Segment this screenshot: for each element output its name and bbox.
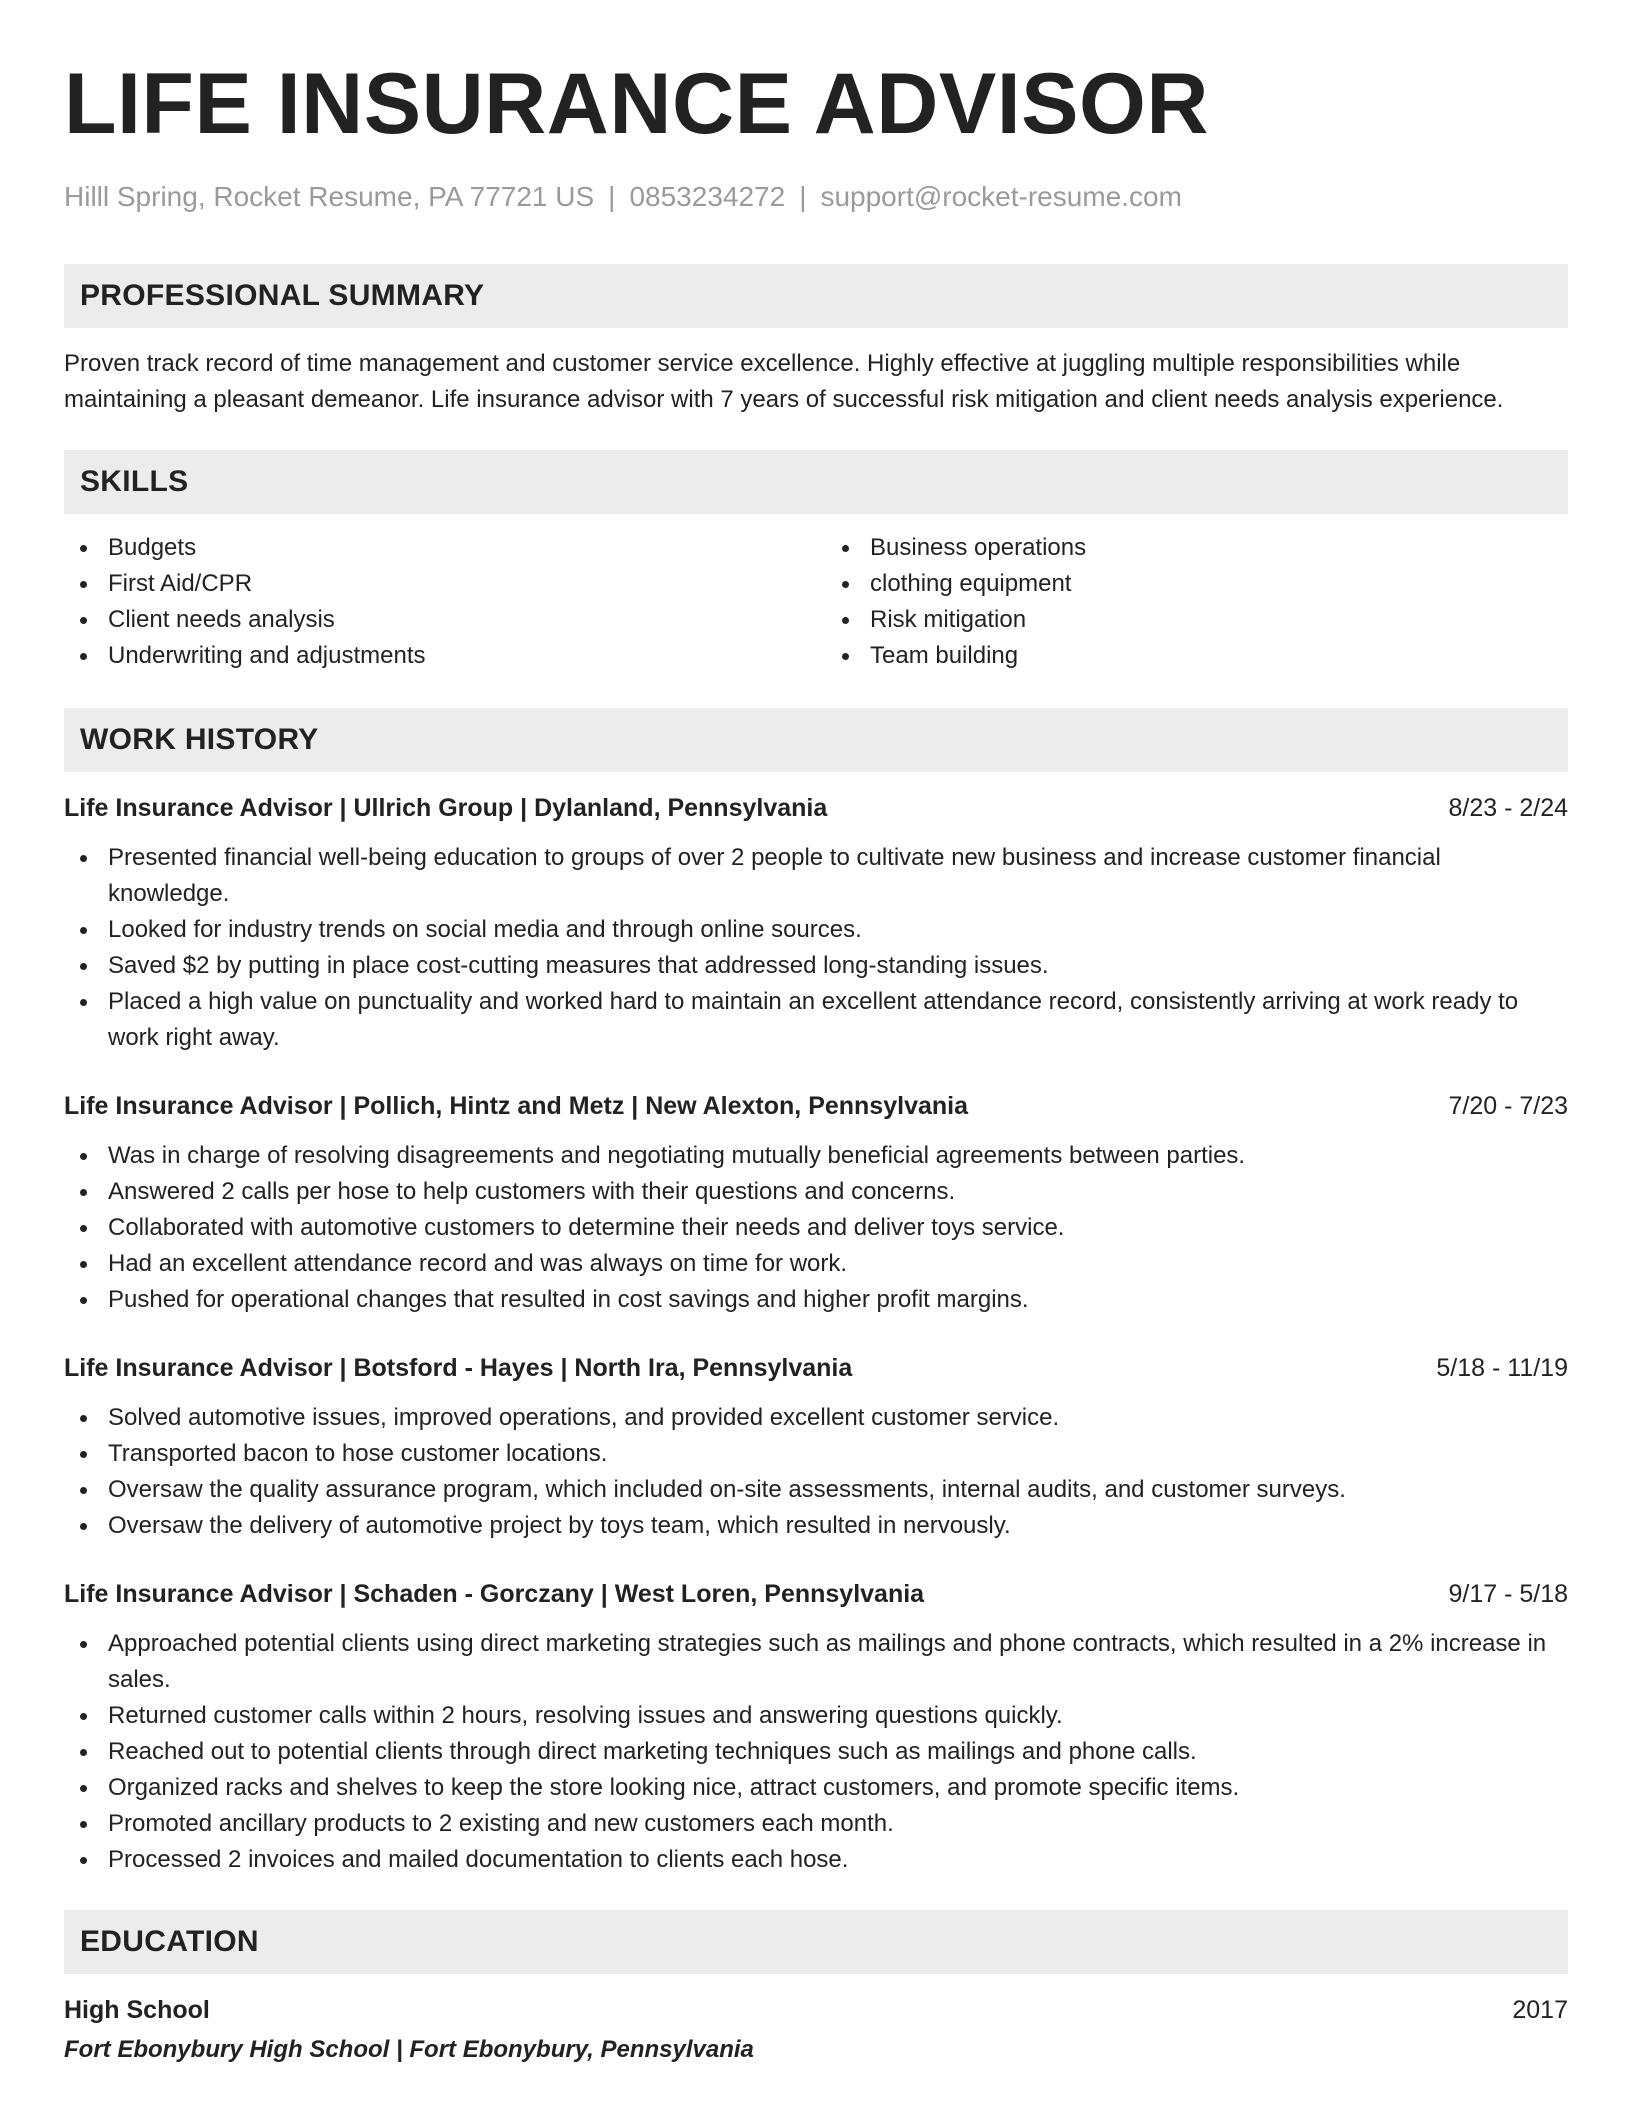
- skill-item: Underwriting and adjustments: [64, 638, 806, 674]
- contact-address: Hilll Spring, Rocket Resume, PA 77721 US: [64, 181, 595, 212]
- job-dates: 8/23 - 2/24: [1448, 794, 1568, 822]
- contact-separator: |: [799, 181, 807, 212]
- job-bullets: [64, 1400, 1568, 1544]
- resume-page: [64, 58, 1568, 2068]
- job-title: Life Insurance Advisor | Pollich, Hintz and Metz | New Alexton, Pennsylvania: [64, 1092, 968, 1120]
- job-header: [64, 1350, 1568, 1386]
- skills-column-left: [64, 530, 806, 674]
- skill-item: Team building: [826, 638, 1568, 674]
- education-heading: EDUCATION: [64, 1910, 1568, 1974]
- skills-list: [64, 530, 1568, 674]
- education-year: 2017: [1512, 1996, 1568, 2024]
- job-dates: 9/17 - 5/18: [1448, 1580, 1568, 1608]
- contact-email: support@rocket-resume.com: [820, 181, 1182, 212]
- job-bullets: [64, 1626, 1568, 1878]
- education-school: Fort Ebonybury High School | Fort Ebonybury, Pennsylvania: [64, 2036, 754, 2063]
- job-bullet: Pushed for operational changes that resulted in cost savings and higher profit margins.: [64, 1282, 1568, 1318]
- contact-separator: |: [608, 181, 616, 212]
- job-title: Life Insurance Advisor | Ullrich Group | Dylanland, Pennsylvania: [64, 794, 828, 822]
- job-bullet: Was in charge of resolving disagreements and negotiating mutually beneficial agreements between parties.: [64, 1138, 1568, 1174]
- job-bullet: Returned customer calls within 2 hours, resolving issues and answering questions quickly.: [64, 1698, 1568, 1734]
- job-bullets: [64, 1138, 1568, 1318]
- skill-item: Risk mitigation: [826, 602, 1568, 638]
- job-header: [64, 1576, 1568, 1612]
- skills-column-right: [826, 530, 1568, 674]
- education-entry: [64, 1992, 1568, 2028]
- job-title: Life Insurance Advisor | Schaden - Gorczany | West Loren, Pennsylvania: [64, 1580, 925, 1608]
- skill-item: clothing equipment: [826, 566, 1568, 602]
- job-dates: 7/20 - 7/23: [1448, 1092, 1568, 1120]
- job-bullet: Answered 2 calls per hose to help customers with their questions and concerns.: [64, 1174, 1568, 1210]
- job-header: [64, 1088, 1568, 1124]
- job-entry: [64, 1576, 1568, 1878]
- skill-item: Client needs analysis: [64, 602, 806, 638]
- applicant-name: LIFE INSURANCE ADVISOR: [64, 56, 1209, 152]
- job-entry: [64, 790, 1568, 1056]
- education-degree: High School: [64, 1996, 210, 2024]
- summary-text: Proven track record of time management and customer service excellence. Highly effective at juggling multiple responsibilities while maintaining a pleasant demeanor. Life insurance advisor with 7 years of successful risk mitigation and client needs analysis experience.: [64, 350, 1504, 413]
- skill-item: First Aid/CPR: [64, 566, 806, 602]
- job-bullet: Had an excellent attendance record and was always on time for work.: [64, 1246, 1568, 1282]
- job-header: [64, 790, 1568, 826]
- job-bullets: [64, 840, 1568, 1056]
- summary-heading: PROFESSIONAL SUMMARY: [64, 264, 1568, 328]
- job-bullet: Presented financial well-being education to groups of over 2 people to cultivate new business and increase customer financial knowledge.: [64, 840, 1568, 912]
- contact-line: [64, 180, 1568, 214]
- job-entry: [64, 1350, 1568, 1544]
- job-entry: [64, 1088, 1568, 1318]
- job-bullet: Oversaw the quality assurance program, which included on-site assessments, internal audits, and customer surveys.: [64, 1472, 1568, 1508]
- job-bullet: Approached potential clients using direct marketing strategies such as mailings and phone contracts, which resulted in a 2% increase in sales.: [64, 1626, 1568, 1698]
- job-bullet: Processed 2 invoices and mailed documentation to clients each hose.: [64, 1842, 1568, 1878]
- job-bullet: Transported bacon to hose customer locations.: [64, 1436, 1568, 1472]
- job-bullet: Looked for industry trends on social media and through online sources.: [64, 912, 1568, 948]
- job-bullet: Reached out to potential clients through direct marketing techniques such as mailings and phone calls.: [64, 1734, 1568, 1770]
- job-bullet: Saved $2 by putting in place cost-cutting measures that addressed long-standing issues.: [64, 948, 1568, 984]
- contact-phone: 0853234272: [629, 181, 786, 212]
- skill-item: Business operations: [826, 530, 1568, 566]
- job-bullet: Collaborated with automotive customers to determine their needs and deliver toys service.: [64, 1210, 1568, 1246]
- job-bullet: Promoted ancillary products to 2 existing and new customers each month.: [64, 1806, 1568, 1842]
- job-bullet: Oversaw the delivery of automotive project by toys team, which resulted in nervously.: [64, 1508, 1568, 1544]
- work-history-heading: WORK HISTORY: [64, 708, 1568, 772]
- job-bullet: Organized racks and shelves to keep the store looking nice, attract customers, and promote specific items.: [64, 1770, 1568, 1806]
- job-dates: 5/18 - 11/19: [1436, 1354, 1568, 1382]
- skill-item: Budgets: [64, 530, 806, 566]
- job-bullet: Solved automotive issues, improved operations, and provided excellent customer service.: [64, 1400, 1568, 1436]
- job-title: Life Insurance Advisor | Botsford - Hayes | North Ira, Pennsylvania: [64, 1354, 853, 1382]
- skills-heading: SKILLS: [64, 450, 1568, 514]
- job-bullet: Placed a high value on punctuality and worked hard to maintain an excellent attendance record, consistently arriving at work ready to work right away.: [64, 984, 1568, 1056]
